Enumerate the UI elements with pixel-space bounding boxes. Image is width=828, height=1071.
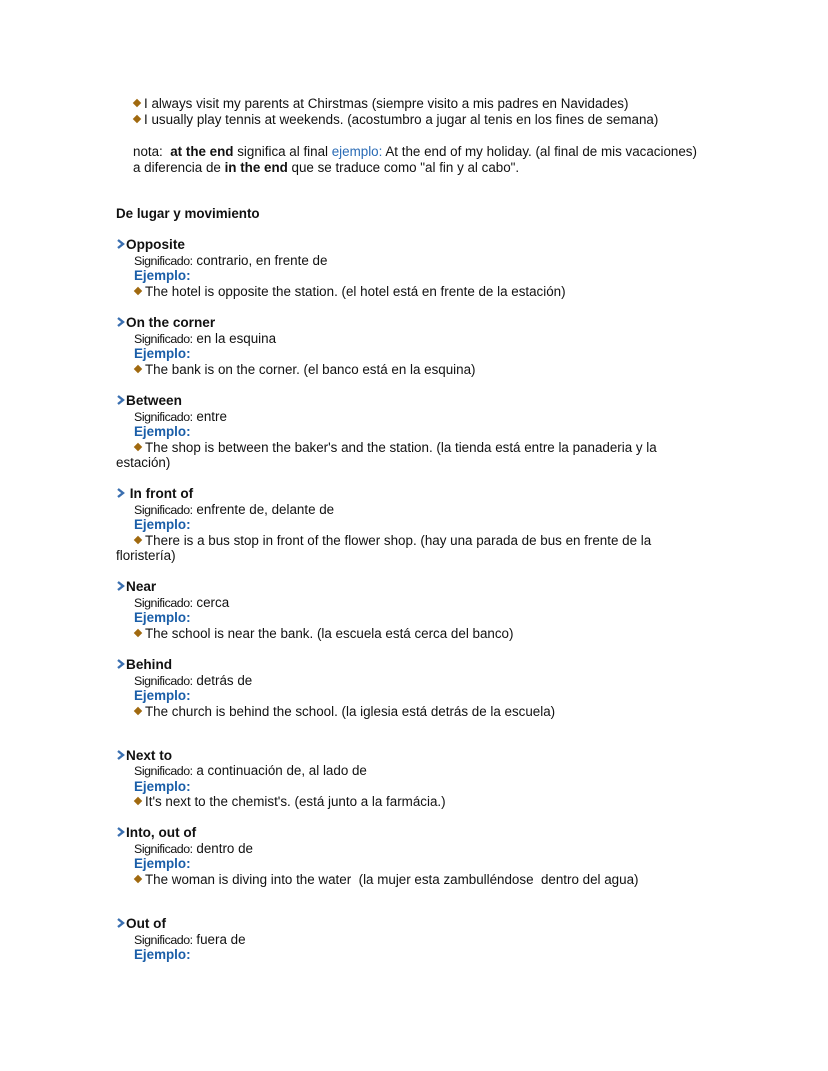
example-text-wrap: floristería)	[116, 548, 176, 563]
entry-meaning	[134, 409, 227, 425]
meaning-text: en la esquina	[192, 331, 277, 346]
example-label: Ejemplo:	[134, 610, 191, 625]
chevron-right-icon	[116, 658, 126, 670]
term-text: On the corner	[126, 315, 216, 330]
entry-meaning	[134, 673, 252, 689]
note-line-1	[133, 144, 697, 160]
meaning-text: detrás de	[192, 673, 253, 688]
entry-term	[116, 825, 196, 841]
diamond-bullet-icon	[134, 629, 142, 637]
note-term-in-the-end: in the end	[224, 160, 288, 175]
meaning-text: cerca	[192, 595, 230, 610]
example-label: Ejemplo:	[134, 517, 191, 532]
meaning-label: Significado:	[134, 254, 193, 268]
example-text: The school is near the bank. (la escuela está cerca del banco)	[145, 626, 514, 641]
example-text: The church is behind the school. (la iglesia está detrás de la escuela)	[145, 704, 556, 719]
meaning-label: Significado:	[134, 503, 193, 517]
note-ejemplo-link: ejemplo	[331, 144, 379, 159]
example-text: It's next to the chemist's. (está junto a la farmácia.)	[145, 794, 446, 809]
term-text: In front of	[126, 486, 194, 501]
term-text: Opposite	[126, 237, 185, 252]
meaning-text: enfrente de, delante de	[192, 502, 335, 517]
example-label: Ejemplo:	[134, 346, 191, 361]
entry-example	[134, 440, 657, 456]
entry-meaning	[134, 841, 253, 857]
term-text: Behind	[126, 657, 173, 672]
entry-example	[134, 362, 476, 378]
entry-term	[116, 657, 172, 673]
section-title: De lugar y movimiento	[116, 206, 260, 221]
diamond-bullet-icon	[134, 707, 142, 715]
example-label: Ejemplo:	[134, 688, 191, 703]
diamond-bullet-icon	[134, 443, 142, 451]
entry-meaning	[134, 763, 367, 779]
meaning-label: Significado:	[134, 410, 193, 424]
meaning-text: dentro de	[192, 841, 253, 856]
entry-example	[134, 872, 639, 888]
note-colon: :	[378, 144, 383, 159]
term-text: Between	[126, 393, 182, 408]
meaning-label: Significado:	[134, 674, 193, 688]
entry-meaning	[134, 595, 229, 611]
diamond-bullet-icon	[134, 797, 142, 805]
chevron-right-icon	[116, 917, 126, 929]
entry-term	[116, 486, 193, 502]
note-line-2	[133, 160, 519, 176]
chevron-right-icon	[116, 316, 126, 328]
meaning-text: fuera de	[192, 932, 246, 947]
diamond-bullet-icon	[133, 99, 141, 107]
meaning-text: contrario, en frente de	[192, 253, 328, 268]
note-text: a diferencia de	[133, 160, 225, 175]
example-label: Ejemplo:	[134, 424, 191, 439]
entry-meaning	[134, 932, 246, 948]
example-text: I usually play tennis at weekends. (acostumbro a jugar al tenis en los fines de semana)	[144, 112, 659, 127]
example-text: The bank is on the corner. (el banco está en la esquina)	[145, 362, 476, 377]
note-term-at-the-end: at the end	[170, 144, 234, 159]
example-text: The shop is between the baker's and the station. (la tienda está entre la panaderia y la	[145, 440, 657, 455]
chevron-right-icon	[116, 487, 126, 499]
example-text-wrap: estación)	[116, 455, 171, 470]
entry-example	[134, 626, 513, 642]
note-prefix: nota:	[133, 144, 171, 159]
chevron-right-icon	[116, 749, 126, 761]
entry-term	[116, 237, 185, 253]
chevron-right-icon	[116, 238, 126, 250]
chevron-right-icon	[116, 826, 126, 838]
chevron-right-icon	[116, 580, 126, 592]
note-example-text: At the end of my holiday. (al final de mis vacaciones)	[382, 144, 697, 159]
meaning-text: a continuación de, al lado de	[192, 763, 367, 778]
example-label: Ejemplo:	[134, 779, 191, 794]
diamond-bullet-icon	[133, 115, 141, 123]
entry-term	[116, 393, 182, 409]
entry-example	[134, 704, 555, 720]
diamond-bullet-icon	[134, 875, 142, 883]
note-text: significa al final	[233, 144, 332, 159]
entry-meaning	[134, 502, 334, 518]
entry-term	[116, 315, 215, 331]
meaning-text: entre	[192, 409, 227, 424]
diamond-bullet-icon	[134, 287, 142, 295]
intro-example-1	[133, 96, 628, 112]
meaning-label: Significado:	[134, 596, 193, 610]
entry-example	[134, 794, 446, 810]
entry-meaning	[134, 253, 327, 269]
meaning-label: Significado:	[134, 842, 193, 856]
diamond-bullet-icon	[134, 536, 142, 544]
note-text: que se traduce como "al fin y al cabo".	[287, 160, 520, 175]
example-text: There is a bus stop in front of the flower shop. (hay una parada de bus en frente de la	[145, 533, 652, 548]
chevron-right-icon	[116, 394, 126, 406]
meaning-label: Significado:	[134, 933, 193, 947]
meaning-label: Significado:	[134, 764, 193, 778]
entry-term	[116, 916, 166, 932]
term-text: Next to	[126, 748, 173, 763]
example-text: I always visit my parents at Chirstmas (siempre visito a mis padres en Navidades)	[144, 96, 629, 111]
entry-example	[134, 533, 651, 549]
entry-term	[116, 748, 172, 764]
term-text: Near	[126, 579, 157, 594]
diamond-bullet-icon	[134, 365, 142, 373]
example-label: Ejemplo:	[134, 947, 191, 962]
example-text: The hotel is opposite the station. (el hotel está en frente de la estación)	[145, 284, 566, 299]
term-text: Out of	[126, 916, 167, 931]
intro-example-2	[133, 112, 658, 128]
meaning-label: Significado:	[134, 332, 193, 346]
example-label: Ejemplo:	[134, 268, 191, 283]
entry-meaning	[134, 331, 276, 347]
entry-example	[134, 284, 566, 300]
example-text: The woman is diving into the water (la mujer esta zambulléndose dentro del agua)	[145, 872, 639, 887]
entry-term	[116, 579, 156, 595]
example-label: Ejemplo:	[134, 856, 191, 871]
term-text: Into, out of	[126, 825, 197, 840]
